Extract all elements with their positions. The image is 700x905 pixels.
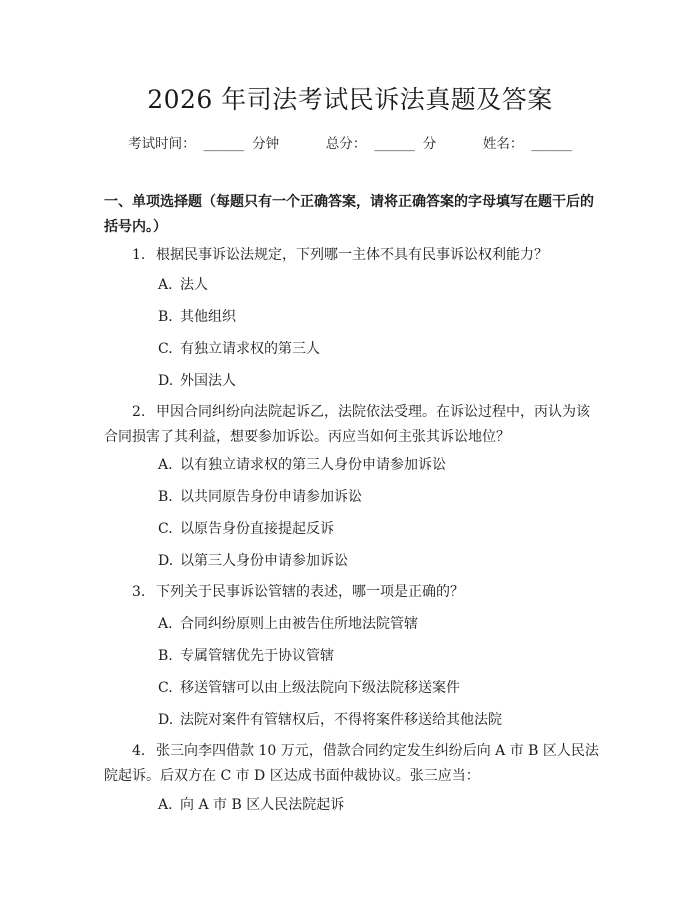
option-text: 专属管辖优先于协议管辖: [180, 648, 334, 664]
option-item: [158, 371, 598, 391]
option-item: [158, 519, 598, 539]
option-item: [158, 487, 598, 507]
option-letter: A.: [158, 457, 173, 473]
option-letter: C.: [158, 680, 173, 696]
option-letter: D.: [158, 373, 174, 389]
option-text: 外国法人: [180, 373, 236, 389]
option-text: 其他组织: [180, 309, 236, 325]
option-item: [158, 678, 598, 698]
option-text: 移送管辖可以由上级法院向下级法院移送案件: [180, 680, 460, 696]
option-letter: A.: [158, 277, 173, 293]
question-number: 2.: [132, 404, 146, 420]
option-item: [158, 275, 598, 295]
option-text: 合同纠纷原则上由被告住所地法院管辖: [180, 616, 418, 632]
score-label: 总分：: [325, 136, 367, 152]
option-letter: C.: [158, 341, 173, 357]
option-letter: B.: [158, 489, 173, 505]
question-number: 3.: [132, 584, 146, 600]
option-letter: B.: [158, 648, 173, 664]
option-item: [158, 646, 598, 666]
question-text: 甲因合同纠纷向法院起诉乙，法院依法受理。在诉讼过程中，丙认为该合同损害了其利益，想要参加诉讼。丙应当如何主张其诉讼地位？: [104, 404, 590, 445]
question-text: 下列关于民事诉讼管辖的表述，哪一项是正确的？: [156, 584, 464, 600]
time-unit: 分钟: [252, 136, 280, 152]
question-1: [104, 243, 600, 268]
option-letter: D.: [158, 553, 174, 569]
option-letter: A.: [158, 616, 173, 632]
option-item: [158, 455, 598, 475]
option-text: 向 A 市 B 区人民法院起诉: [180, 797, 345, 813]
name-blank: ______: [531, 136, 572, 152]
name-label: 姓名：: [482, 136, 524, 152]
score-unit: 分: [422, 136, 437, 152]
question-4: [104, 739, 600, 789]
question-3: [104, 580, 600, 605]
question-text: 张三向李四借款 10 万元，借款合同约定发生纠纷后向 A 市 B 区人民法院起诉。后双方在 C 市 D 区达成书面仲裁协议。张三应当：: [104, 743, 599, 784]
option-letter: A.: [158, 797, 173, 813]
question-2: [104, 400, 600, 450]
time-label: 考试时间：: [128, 136, 196, 152]
option-item: [158, 710, 598, 730]
time-blank: ______: [203, 136, 245, 152]
document-title: 2026 年司法考试民诉法真题及答案: [147, 85, 553, 114]
question-number: 1.: [132, 247, 146, 263]
option-text: 法院对案件有管辖权后，不得将案件移送给其他法院: [180, 712, 502, 728]
option-letter: B.: [158, 309, 173, 325]
option-item: [158, 307, 598, 327]
option-item: [158, 795, 598, 815]
option-letter: C.: [158, 521, 173, 537]
option-text: 法人: [180, 277, 208, 293]
option-text: 以原告身份直接提起反诉: [180, 521, 334, 537]
option-text: 有独立请求权的第三人: [180, 341, 320, 357]
option-item: [158, 614, 598, 634]
question-text: 根据民事诉讼法规定，下列哪一主体不具有民事诉讼权利能力？: [156, 247, 548, 263]
option-text: 以有独立请求权的第三人身份申请参加诉讼: [180, 457, 446, 473]
option-item: [158, 551, 598, 571]
section-heading: 一、单项选择题（每题只有一个正确答案，请将正确答案的字母填写在题干后的括号内。）: [104, 194, 594, 235]
option-text: 以共同原告身份申请参加诉讼: [180, 489, 362, 505]
option-item: [158, 339, 598, 359]
exam-meta-line: [0, 132, 700, 152]
question-number: 4.: [132, 743, 146, 759]
score-blank: ______: [374, 136, 415, 152]
option-text: 以第三人身份申请参加诉讼: [180, 553, 348, 569]
option-letter: D.: [158, 712, 174, 728]
